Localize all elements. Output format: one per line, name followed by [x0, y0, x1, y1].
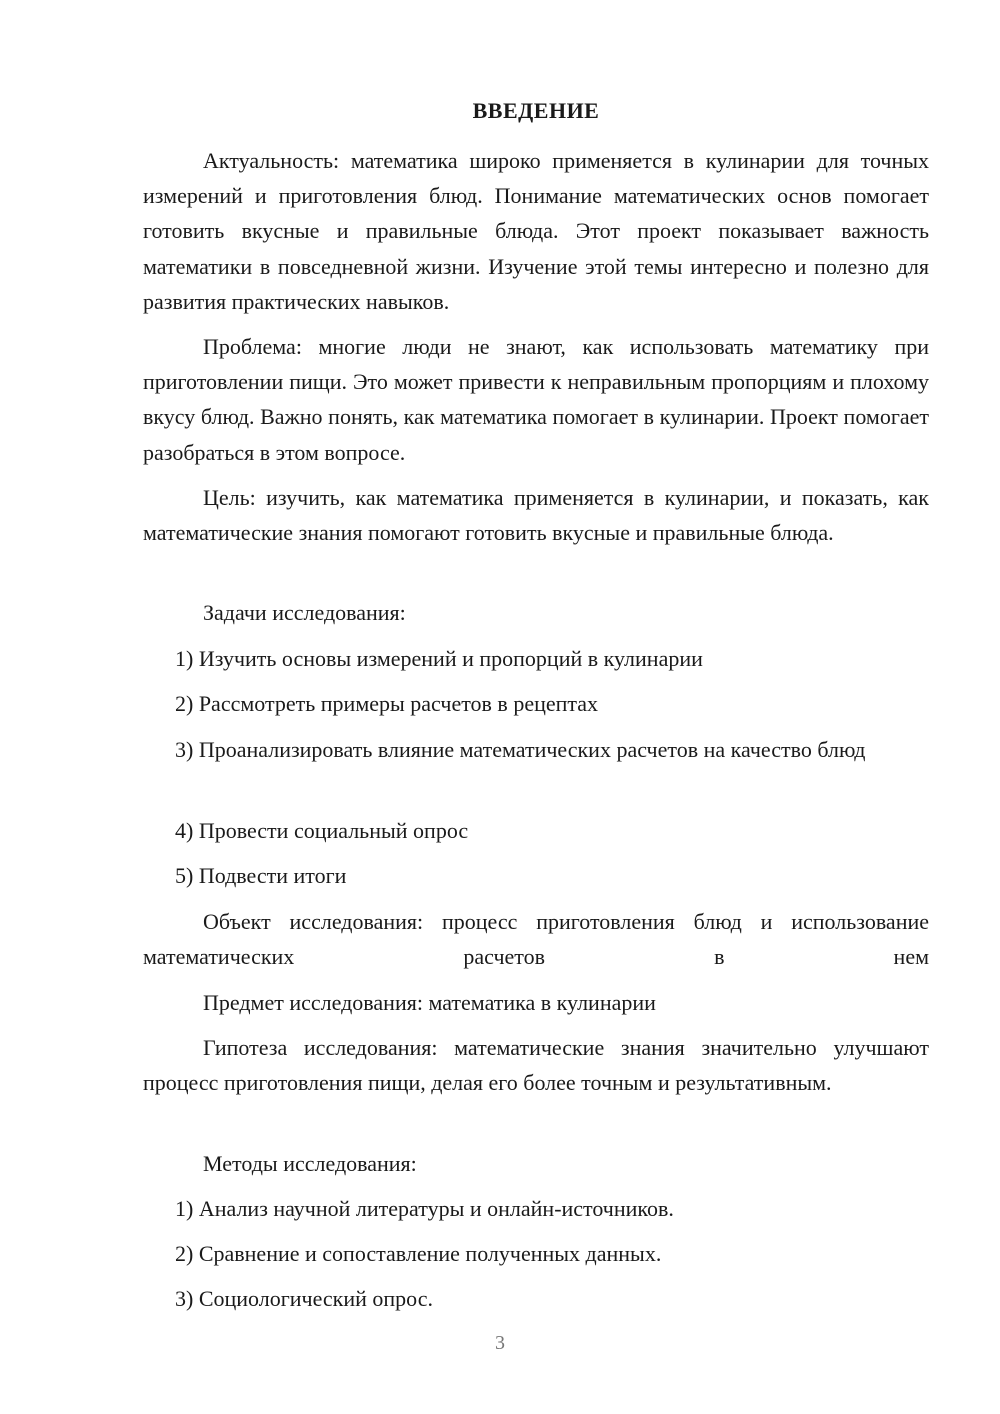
task-item: 5) Подвести итоги	[175, 863, 347, 888]
task-item: 3) Проанализировать влияние математических расчетов на качество блюд	[175, 737, 866, 762]
methods-heading: Методы исследования:	[203, 1151, 417, 1176]
page-number: 3	[495, 1332, 505, 1354]
task-item: 1) Изучить основы измерений и пропорций в кулинарии	[175, 646, 703, 671]
hypothesis-paragraph: Гипотеза исследования: математические знания значительно улучшают процесс приготовления пищи, делая его более точным и результативным.	[143, 1035, 929, 1096]
subject-line: Предмет исследования: математика в кулинарии	[203, 990, 656, 1015]
method-item: 2) Сравнение и сопоставление полученных данных.	[175, 1241, 662, 1266]
tasks-heading: Задачи исследования:	[203, 600, 406, 625]
goal-paragraph: Цель: изучить, как математика применяется в кулинарии, и показать, как математические знания помогают готовить вкусные и правильные блюда.	[143, 485, 929, 546]
task-item: 2) Рассмотреть примеры расчетов в рецептах	[175, 691, 599, 716]
relevance-paragraph: Актуальность: математика широко применяется в кулинарии для точных измерений и приготовления блюд. Понимание математических основ помогает готовить вкусные и правильные блюда. Этот проект показывает важность математики в повседневной жизни. Изучение этой темы интересно и полезно для развития практических навыков.	[143, 148, 929, 314]
method-item: 3) Социологический опрос.	[175, 1286, 433, 1311]
page-title: ВВЕДЕНИЕ	[472, 98, 600, 123]
method-item: 1) Анализ научной литературы и онлайн-источников.	[175, 1196, 674, 1221]
task-item: 4) Провести социальный опрос	[175, 818, 469, 843]
object-paragraph: Объект исследования: процесс приготовления блюд и использование математических расчетов в нем	[143, 909, 929, 970]
problem-paragraph: Проблема: многие люди не знают, как использовать математику при приготовлении пищи. Это может привести к неправильным пропорциям и плохому вкусу блюд. Важно понять, как математика помогает в кулинарии. Проект помогает разобраться в этом вопросе.	[143, 334, 929, 465]
